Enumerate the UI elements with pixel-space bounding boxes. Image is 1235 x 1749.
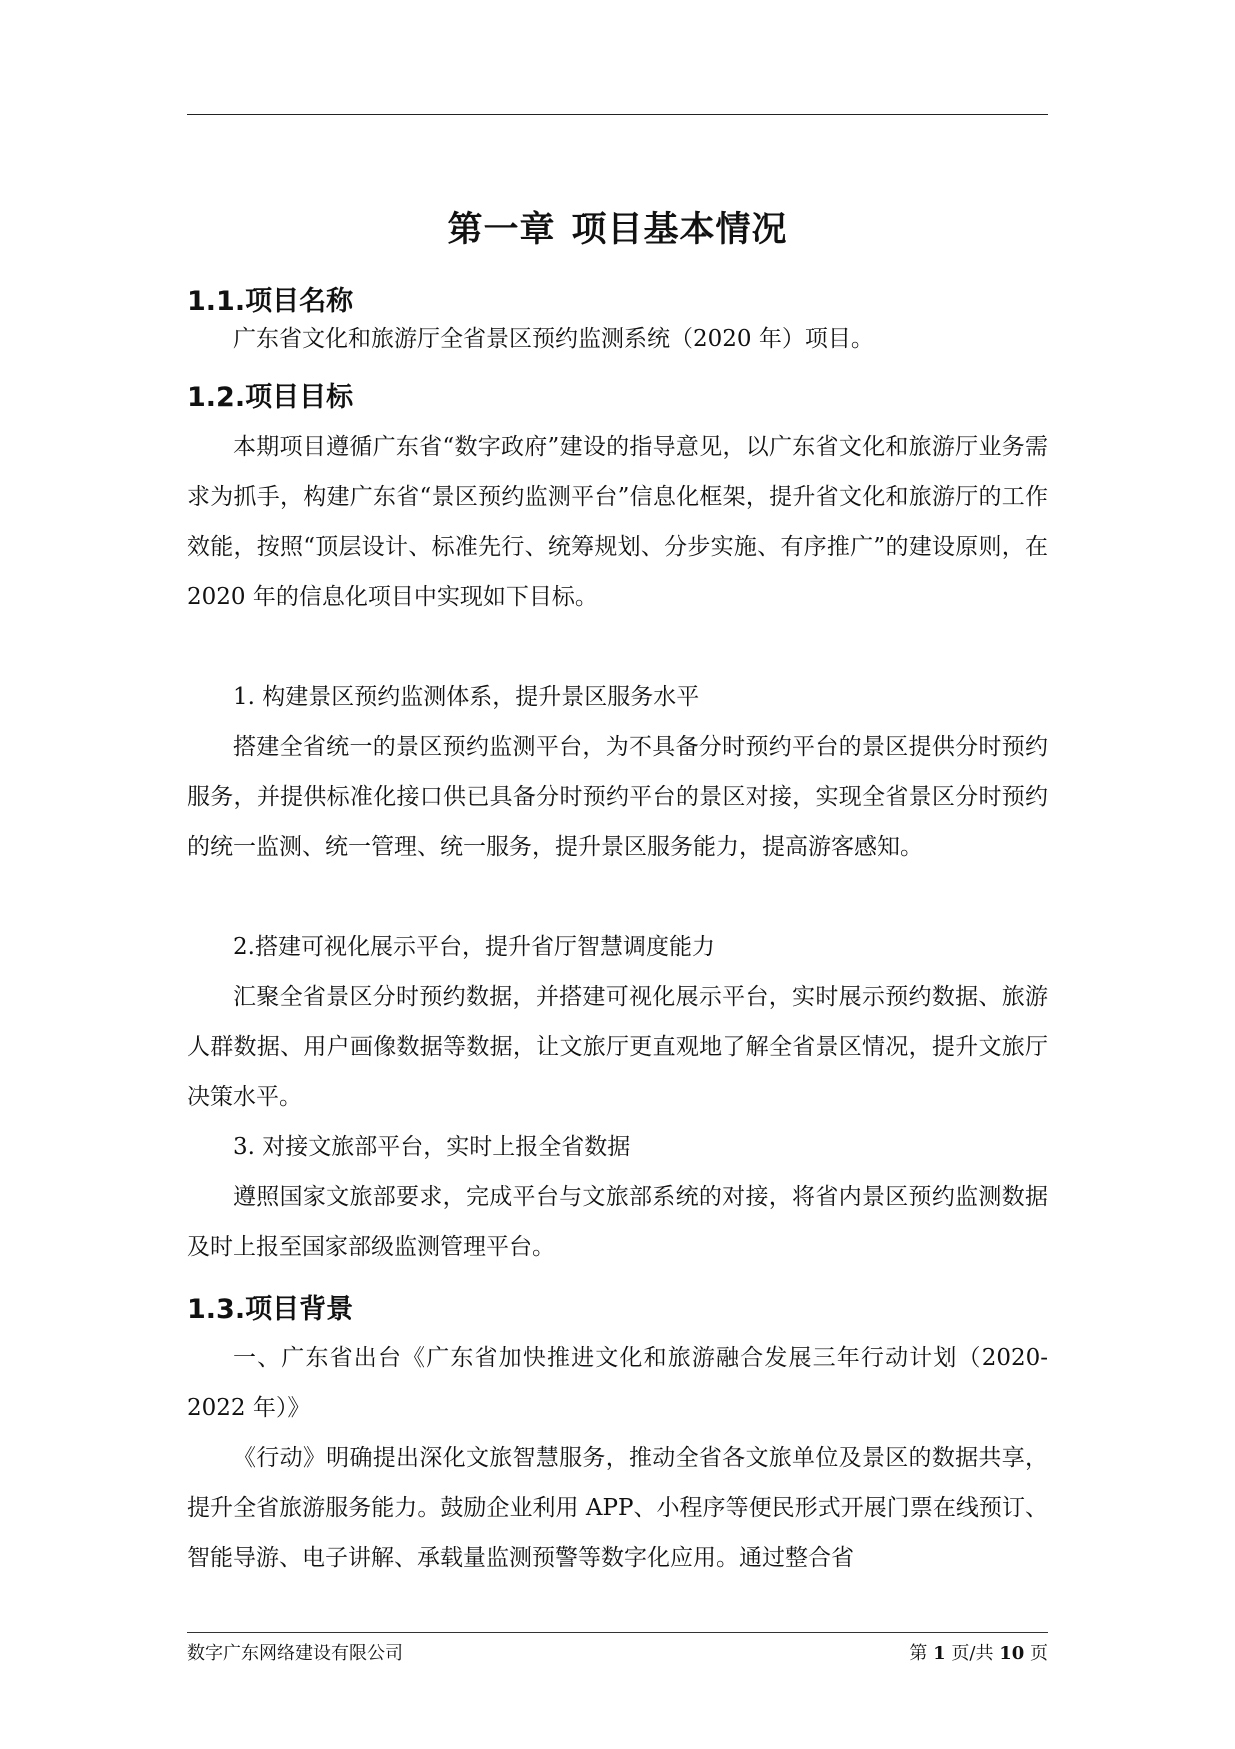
paragraph: 《行动》明确提出深化文旅智慧服务，推动全省各文旅单位及景区的数据共享，提升全省旅游服务能力。鼓励企业利用 APP、小程序等便民形式开展门票在线预订、智能导游、电子讲解、承载量监测预警等数字化应用。通过整合省 [187,1445,1048,1571]
total-pages: 10 [999,1643,1025,1664]
section-heading-1-2: 1.2.项目目标 [187,382,354,413]
chapter-title [0,205,1235,255]
paragraph: 汇聚全省景区分时预约数据，并搭建可视化展示平台，实时展示预约数据、旅游人群数据、用户画像数据等数据，让文旅厅更直观地了解全省景区情况，提升文旅厅决策水平。 [187,984,1048,1110]
section-heading-1-3: 1.3.项目背景 [187,1294,354,1325]
list-item-heading: 2.搭建可视化展示平台，提升省厅智慧调度能力 [233,934,715,960]
list-item-heading: 1. 构建景区预约监测体系，提升景区服务水平 [233,684,700,710]
paragraph: 广东省文化和旅游厅全省景区预约监测系统（2020 年）项目。 [233,326,874,352]
header-rule [187,114,1048,115]
section-heading-1-1: 1.1.项目名称 [187,286,354,317]
paragraph: 搭建全省统一的景区预约监测平台，为不具备分时预约平台的景区提供分时预约服务，并提供标准化接口供已具备分时预约平台的景区对接，实现全省景区分时预约的统一监测、统一管理、统一服务，提升景区服务能力，提高游客感知。 [187,734,1048,860]
footer-company: 数字广东网络建设有限公司 [187,1643,403,1664]
footer-rule [187,1632,1048,1633]
list-item-heading: 3. 对接文旅部平台，实时上报全省数据 [233,1134,631,1160]
current-page: 1 [933,1643,946,1664]
paragraph: 一、广东省出台《广东省加快推进文化和旅游融合发展三年行动计划（2020-2022 年）》 [187,1345,1048,1421]
paragraph: 遵照国家文旅部要求，完成平台与文旅部系统的对接，将省内景区预约监测数据及时上报至国家部级监测管理平台。 [187,1184,1048,1260]
paragraph: 本期项目遵循广东省“数字政府”建设的指导意见，以广东省文化和旅游厅业务需求为抓手，构建广东省“景区预约监测平台”信息化框架，提升省文化和旅游厅的工作效能，按照“顶层设计、标准先行、统筹规划、分步实施、有序推广”的建设原则，在 2020 年的信息化项目中实现如下目标。 [187,434,1048,610]
footer-page-number: 第 1 页/共 10 页 [909,1643,1048,1664]
chapter-name: 项目基本情况 [571,210,788,250]
chapter-number: 第一章 [447,210,556,250]
